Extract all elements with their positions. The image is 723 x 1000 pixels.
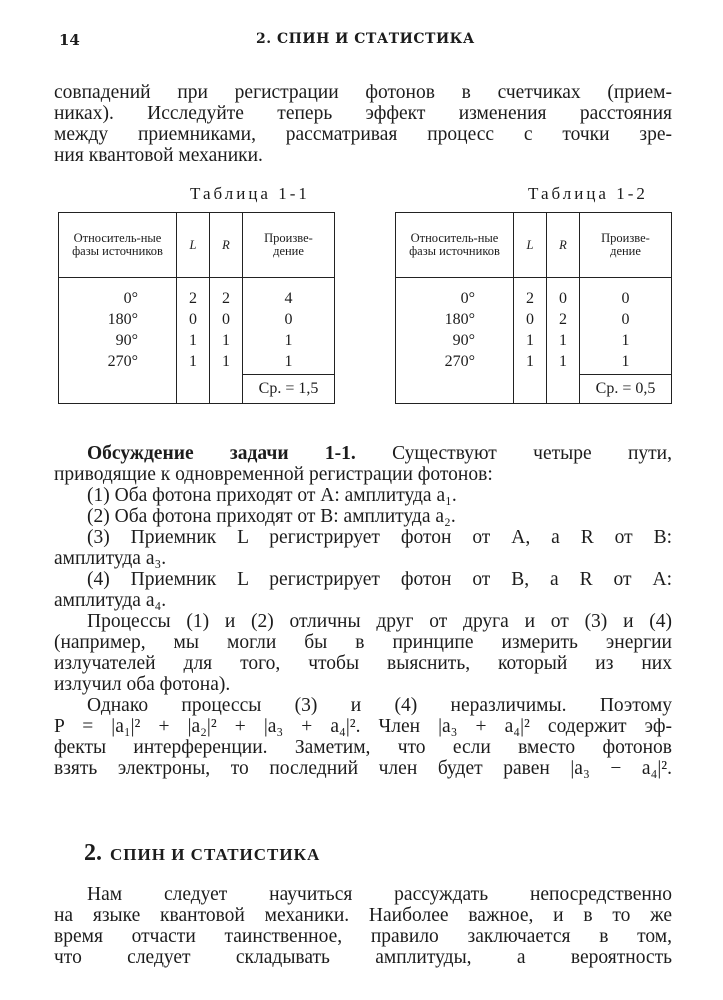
table-row: 270° 1 1 1 <box>59 353 335 375</box>
table1-caption: Таблица 1-1 <box>190 184 310 203</box>
item-1: (1) Оба фотона приходят от A: амплитуда a₁. <box>87 485 457 506</box>
header-product: Произве-дение <box>580 213 672 278</box>
table-row: 270° 1 1 1 <box>396 353 672 375</box>
table2-caption: Таблица 1-2 <box>528 184 648 203</box>
item-4-cont: амплитуда a₄. <box>54 590 167 611</box>
table-1-2 <box>395 212 672 404</box>
table-row: 0° 2 0 0 <box>396 278 672 312</box>
item-3-cont: амплитуда a₃. <box>54 548 167 569</box>
text-line: ния квантовой механики. <box>54 145 263 166</box>
header-l: L <box>177 213 210 278</box>
text-line: совпадений при регистрации фотонов в счетчиках (прием- <box>54 82 672 103</box>
text-line: Однако процессы (3) и (4) неразличимы. Поэтому <box>87 695 672 716</box>
text-line: между приемниками, рассматривая процесс с точки зре- <box>54 124 672 145</box>
section-heading <box>84 840 320 867</box>
header-product: Произве-дение <box>243 213 335 278</box>
header-phases: Относитель-ные фазы источников <box>59 213 177 278</box>
text-line: излучил оба фотона). <box>54 674 231 695</box>
table-row: 90° 1 1 1 <box>396 332 672 353</box>
header-r: R <box>547 213 580 278</box>
table-row: 180° 0 0 0 <box>59 311 335 332</box>
table-average-row <box>396 375 672 404</box>
table-row: 90° 1 1 1 <box>59 332 335 353</box>
item-2: (2) Оба фотона приходят от B: амплитуда a₂. <box>87 506 456 527</box>
text-line: излучателей для того, чтобы выяснить, который из них <box>54 653 672 674</box>
table-row: 180° 0 2 0 <box>396 311 672 332</box>
section-number: 2. <box>84 840 102 866</box>
item-4: (4) Приемник L регистрирует фотон от B, а R от A: <box>87 569 672 590</box>
running-title: 2. СПИН И СТАТИСТИКА <box>256 31 475 47</box>
header-phases: Относитель-ные фазы источников <box>396 213 514 278</box>
text-line: никах). Исследуйте теперь эффект изменения расстояния <box>54 103 672 124</box>
text-line: фекты интерференции. Заметим, что если вместо фотонов <box>54 737 672 758</box>
intro-paragraph <box>54 82 672 166</box>
text-line: (например, мы могли бы в принципе измерить энергии <box>54 632 672 653</box>
formula-line: P = |a₁|² + |a₂|² + |a₃ + a₄|². Член |a₃ + a₄|² содержит эф- <box>54 716 672 737</box>
table1-average: Ср. = 1,5 <box>243 375 335 404</box>
item-3: (3) Приемник L регистрирует фотон от A, а R от B: <box>87 527 672 548</box>
text-line: взять электроны, то последний член будет равен |a₃ − a₄|². <box>54 758 672 779</box>
text-line: Нам следует научиться рассуждать непосредственно <box>87 884 672 905</box>
page-number: 14 <box>59 31 80 49</box>
text-line: приводящие к одновременной регистрации фотонов: <box>54 464 493 485</box>
table2-average: Ср. = 0,5 <box>580 375 672 404</box>
table-header-row <box>396 213 672 278</box>
table-1-1 <box>58 212 335 404</box>
discussion-heading: Обсуждение задачи 1-1. <box>87 443 356 464</box>
text-line: на языке квантовой механики. Наиболее важное, и в то же <box>54 905 672 926</box>
final-paragraph <box>54 884 672 968</box>
text-line: время отчасти таинственное, правило заключается в том, <box>54 926 672 947</box>
text-line: Обсуждение задачи 1-1. Существуют четыре пути, <box>87 443 672 464</box>
header-r: R <box>210 213 243 278</box>
header-l: L <box>514 213 547 278</box>
text-line: Процессы (1) и (2) отличны друг от друга и от (3) и (4) <box>87 611 672 632</box>
table-average-row <box>59 375 335 404</box>
table-header-row <box>59 213 335 278</box>
section-title: СПИН И СТАТИСТИКА <box>110 845 321 864</box>
text-line: что следует складывать амплитуды, а вероятность <box>54 947 672 968</box>
table-row: 0° 2 2 4 <box>59 278 335 312</box>
discussion-block <box>54 443 672 779</box>
